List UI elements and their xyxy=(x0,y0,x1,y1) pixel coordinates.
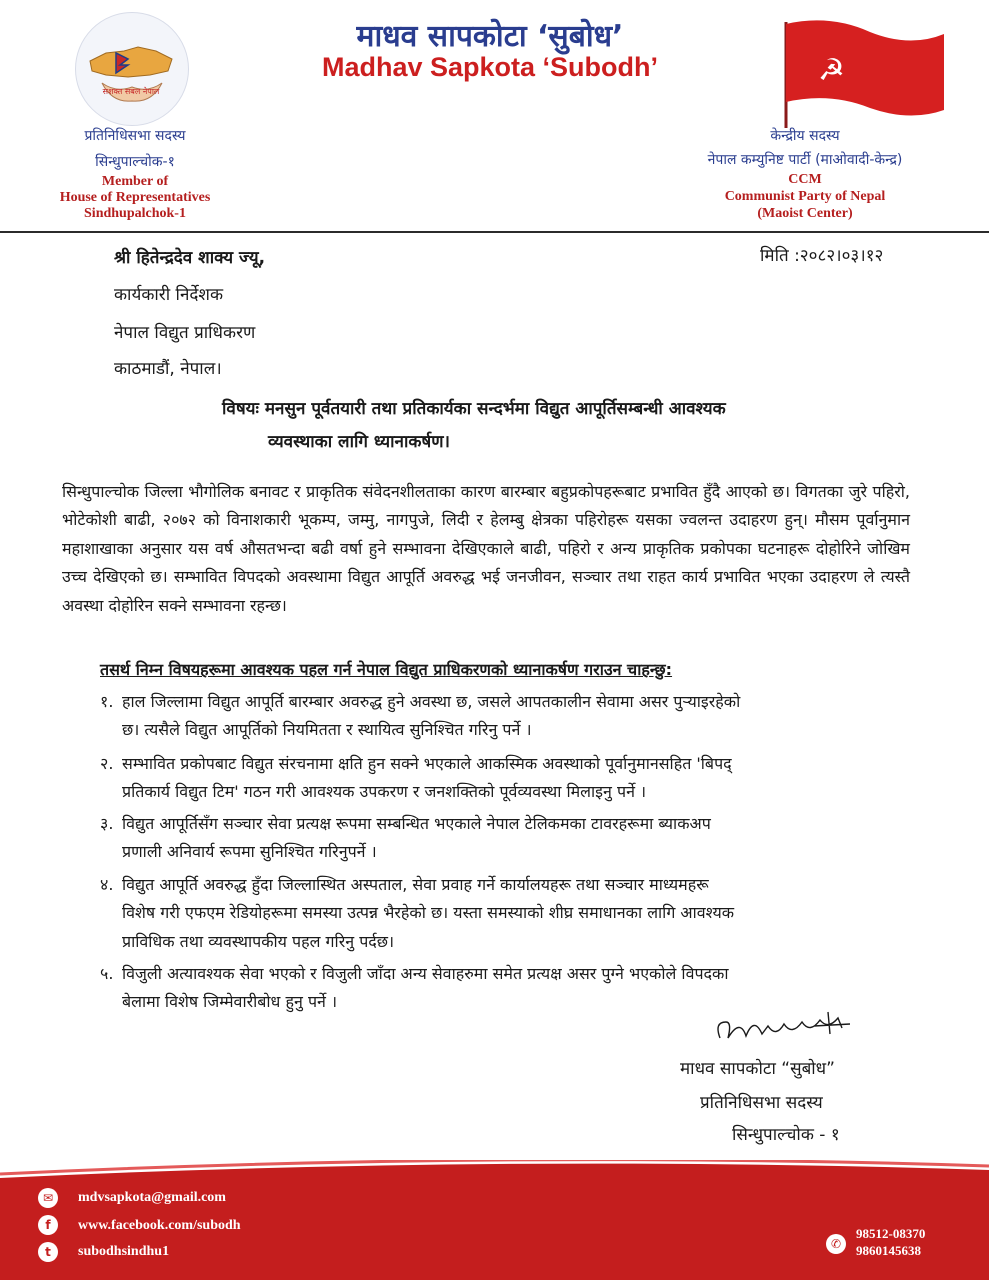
recipient-location: काठमाडौं, नेपाल। xyxy=(114,359,222,379)
hammer-sickle-icon: ☭ xyxy=(818,53,845,88)
right-party-nepali: नेपाल कम्युनिष्ट पार्टी (माओवादी-केन्द्र) xyxy=(707,152,903,168)
name-nepali: माधव सापकोटा ‘सुबोध’ xyxy=(356,19,624,54)
list-item-text: बेलामा विशेष जिम्मेवारीबोध हुनु पर्ने । xyxy=(122,992,338,1012)
list-item-number: ४. xyxy=(100,875,114,894)
list-item-number: २. xyxy=(100,754,114,773)
list-item-text: विद्युत आपूर्तिसँग सञ्चार सेवा प्रत्यक्ष रूपमा सम्बन्धित भएकाले नेपाल टेलिकमका टावरहरूमा ब्याकअप xyxy=(122,814,711,833)
list-item xyxy=(100,750,912,807)
body-paragraph: सिन्धुपाल्चोक जिल्ला भौगोलिक बनावट र प्राकृतिक संवेदनशीलताका कारण बारम्बार बहुप्रकोपहरूबाट प्रभावित हुँदै आएको छ। विगतका जुरे पहिरो, भोटेकोशी बाढी, २०७२ को विनाशकारी भूकम्प, जम्मु, नागपुजे, लिदी र हेलम्बु क्षेत्रका पहिरोहरू यसका ज्वलन्त उदाहरण हुन्। मौसम पूर्वानुमान महाशाखाका अनुसार यस वर्ष औसतभन्दा बढी वर्षा हुने सम्भावना देखिएकाले बाढी, पहिरो र अन्य प्राकृतिक प्रकोपका घटनाहरू दोहोरिने जोखिम उच्च देखिएको छ। सम्भावित विपदको अवस्थामा विद्युत आपूर्ति अवरुद्ध भई जनजीवन, सञ्चार तथा राहत कार्य प्रभावित भएका उदाहरण ले त्यस्तै अवस्था दोहोरिन सक्ने सम्भावना रहन्छ। xyxy=(62,482,910,615)
right-party-english-sub: (Maoist Center) xyxy=(757,206,853,221)
footer-phone-2[interactable]: 9860145638 xyxy=(856,1243,921,1258)
footer-email[interactable]: mdvsapkota@gmail.com xyxy=(78,1190,226,1205)
list-item-text: प्रतिकार्य विद्युत टिम' गठन गरी आवश्यक उपकरण र जनशक्तिको पूर्वव्यवस्था मिलाइनु पर्ने । xyxy=(122,782,647,802)
right-party-english: Communist Party of Nepal xyxy=(724,189,886,204)
email-icon: ✉ xyxy=(38,1188,58,1208)
list-item-text: सम्भावित प्रकोपबाट विद्युत संरचनामा क्षति हुन सक्ने भएकाले आकस्मिक अवस्थाको पूर्वानुमानसहित 'बिपद् xyxy=(122,754,732,773)
left-constituency-english: Sindhupalchok-1 xyxy=(84,206,186,221)
recipient-designation: कार्यकारी निर्देशक xyxy=(114,285,224,305)
list-item xyxy=(100,688,912,745)
header-divider xyxy=(0,231,989,233)
date: मिति :२०८२।०३।१२ xyxy=(760,246,884,266)
logo-caption: सशक्त सबल नेपाल xyxy=(102,87,160,96)
signature-scribble xyxy=(710,1008,860,1058)
signatory-constituency: सिन्धुपाल्चोक - १ xyxy=(732,1125,840,1145)
twitter-icon: t xyxy=(38,1242,58,1262)
list-item-text: विशेष गरी एफएम रेडियोहरूमा समस्या उत्पन्न भैरहेको छ। यस्ता समस्याको शीघ्र समाधानका लागि आवश्यक xyxy=(122,903,735,923)
facebook-icon: f xyxy=(38,1215,58,1235)
signatory-title: प्रतिनिधिसभा सदस्य xyxy=(700,1093,823,1113)
recipient: श्री हितेन्द्रदेव शाक्य ज्यू, xyxy=(114,248,266,268)
party-flag-icon xyxy=(780,18,950,130)
list-item xyxy=(100,810,912,867)
left-constituency-nepali: सिन्धुपाल्चोक-१ xyxy=(95,154,175,170)
list-item-text: प्राविधिक तथा व्यवस्थापकीय पहल गरिनु पर्दछ। xyxy=(122,931,395,951)
name-english: Madhav Sapkota ‘Subodh’ xyxy=(321,52,659,82)
left-role-english: Member of xyxy=(101,174,169,189)
phone-icon: ✆ xyxy=(826,1234,846,1254)
footer-facebook[interactable]: www.facebook.com/subodh xyxy=(78,1218,241,1233)
list-item-number: ५. xyxy=(100,964,114,983)
footer-twitter[interactable]: subodhsindhu1 xyxy=(78,1244,170,1259)
list-item-number: १. xyxy=(100,692,114,711)
list-item-text: विजुली अत्यावश्यक सेवा भएको र विजुली जाँदा अन्य सेवाहरुमा समेत प्रत्यक्ष असर पुग्ने भएकोले विपदका xyxy=(122,964,729,983)
right-role-nepali: केन्द्रीय सदस्य xyxy=(770,128,840,144)
subject-line-2: व्यवस्थाका लागि ध्यानाकर्षण। xyxy=(268,432,450,452)
signatory-name: माधव सापकोटा “सुबोध” xyxy=(680,1059,835,1079)
left-role-nepali: प्रतिनिधिसभा सदस्य xyxy=(84,128,186,144)
right-role-english: CCM xyxy=(788,172,822,187)
subject-line-1: विषयः मनसुन पूर्वतयारी तथा प्रतिकार्यका सन्दर्भमा विद्युत आपूर्तिसम्बन्धी आवश्यक xyxy=(222,399,726,419)
footer-phone-1[interactable]: 98512-08370 xyxy=(856,1226,926,1241)
request-heading: तसर्थ निम्न विषयहरूमा आवश्यक पहल गर्न नेपाल विद्युत प्राधिकरणको ध्यानाकर्षण गराउन चाहन्छु: xyxy=(100,660,673,679)
list-item xyxy=(100,871,912,956)
list-item-text: विद्युत आपूर्ति अवरुद्ध हुँदा जिल्लास्थित अस्पताल, सेवा प्रवाह गर्ने कार्यालयहरू तथा सञ्चार माध्यमहरू xyxy=(122,875,709,894)
logo xyxy=(75,12,189,126)
nepal-map-logo xyxy=(76,13,188,125)
list-item-text: हाल जिल्लामा विद्युत आपूर्ति बारम्बार अवरुद्ध हुने अवस्था छ, जसले आपतकालीन सेवामा असर पुर्‍याइरहेको xyxy=(122,692,741,711)
list-item-number: ३. xyxy=(100,814,114,833)
left-house-english: House of Representatives xyxy=(59,190,211,205)
list-item-text: छ। त्यसैले विद्युत आपूर्तिको नियमितता र स्थायित्व सुनिश्चित गरिनु पर्ने । xyxy=(122,720,532,740)
list-item-text: प्रणाली अनिवार्य रूपमा सुनिश्चित गरिनुपर्ने । xyxy=(122,842,377,862)
recipient-organization: नेपाल विद्युत प्राधिकरण xyxy=(114,323,256,343)
